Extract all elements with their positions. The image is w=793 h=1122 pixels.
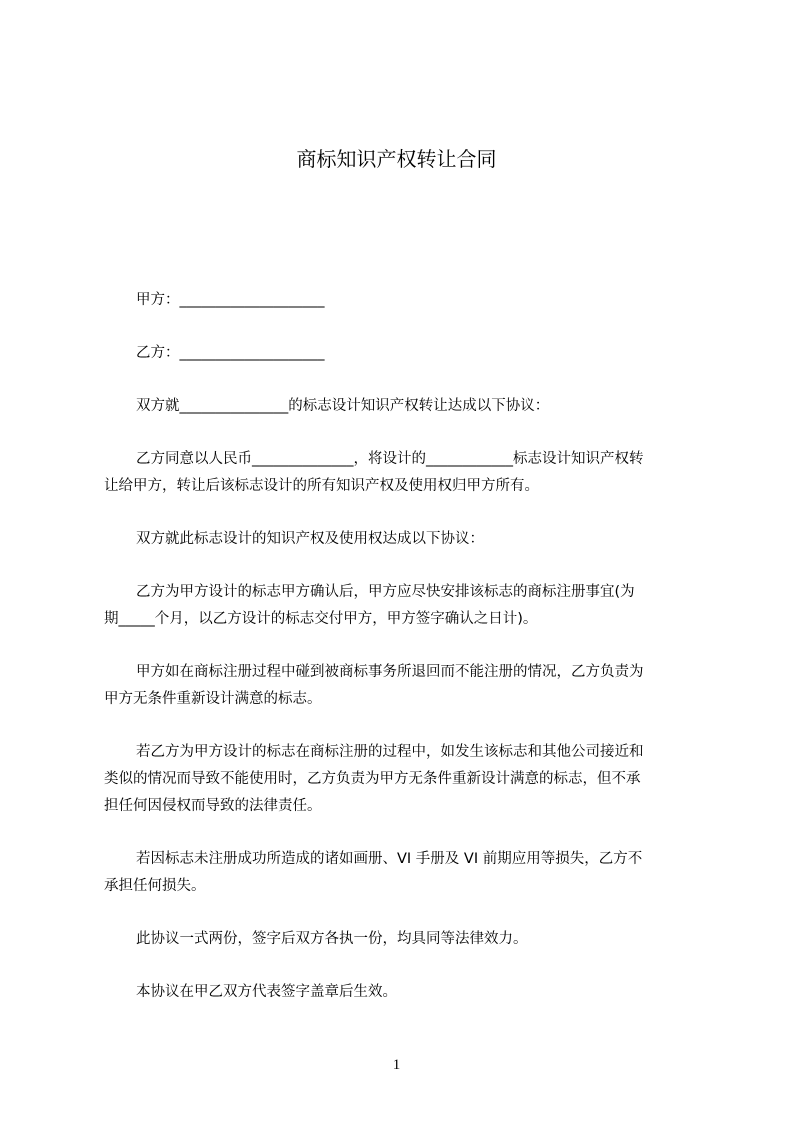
party-a-line [104,287,704,314]
line: 乙方同意以人民币______________，将设计的____________标志设计知识产权转 [136,451,644,467]
line: 承担任何损失。 [104,878,206,894]
line: 若乙方为甲方设计的标志在商标注册的过程中，如发生该标志和其他公司接近和 [136,744,644,760]
party-b-text: 乙方：____________________ [136,345,325,361]
party-a-text: 甲方：____________________ [136,292,325,308]
line: 此协议一式两份，签字后双方各执一份，均具同等法律效力。 [136,931,528,947]
paragraph-9 [104,979,704,1006]
line: 类似的情况而导致不能使用时，乙方负责为甲方无条件重新设计满意的标志，但不承 [104,771,641,787]
paragraph-8 [104,926,704,953]
line: 甲方如在商标注册过程中碰到被商标事务所退回而不能注册的情况，乙方负责为 [136,664,644,680]
party-b-line [104,340,704,367]
line: 让给甲方，转让后该标志设计的所有知识产权及使用权归甲方所有。 [104,478,539,494]
line: 甲方无条件重新设计满意的标志。 [104,691,322,707]
paragraph-1 [104,393,704,420]
paragraph-2 [104,446,704,500]
line: 若因标志未注册成功所造成的诸如画册、VI 手册及 VI 前期应用等损失，乙方不 [136,851,643,867]
line: 双方就_______________的标志设计知识产权转让达成以下协议： [136,398,550,414]
paragraph-3 [104,526,704,553]
line: 担任何因侵权而导致的法律责任。 [104,798,322,814]
line: 乙方为甲方设计的标志甲方确认后，甲方应尽快安排该标志的商标注册事宜(为 [136,584,635,600]
line: 期_____个月，以乙方设计的标志交付甲方，甲方签字确认之日计)。 [104,611,538,627]
document-title: 商标知识产权转让合同 [296,147,497,171]
line: 本协议在甲乙双方代表签字盖章后生效。 [136,984,397,1000]
line: 双方就此标志设计的知识产权及使用权达成以下协议： [136,531,484,547]
paragraph-7 [104,846,704,900]
page-spacer [0,1032,793,1055]
paragraph-4 [104,579,704,633]
document-body [104,287,704,1032]
paragraph-6 [104,739,704,820]
paragraph-5 [104,659,704,713]
page-number: 1 [392,1057,401,1073]
